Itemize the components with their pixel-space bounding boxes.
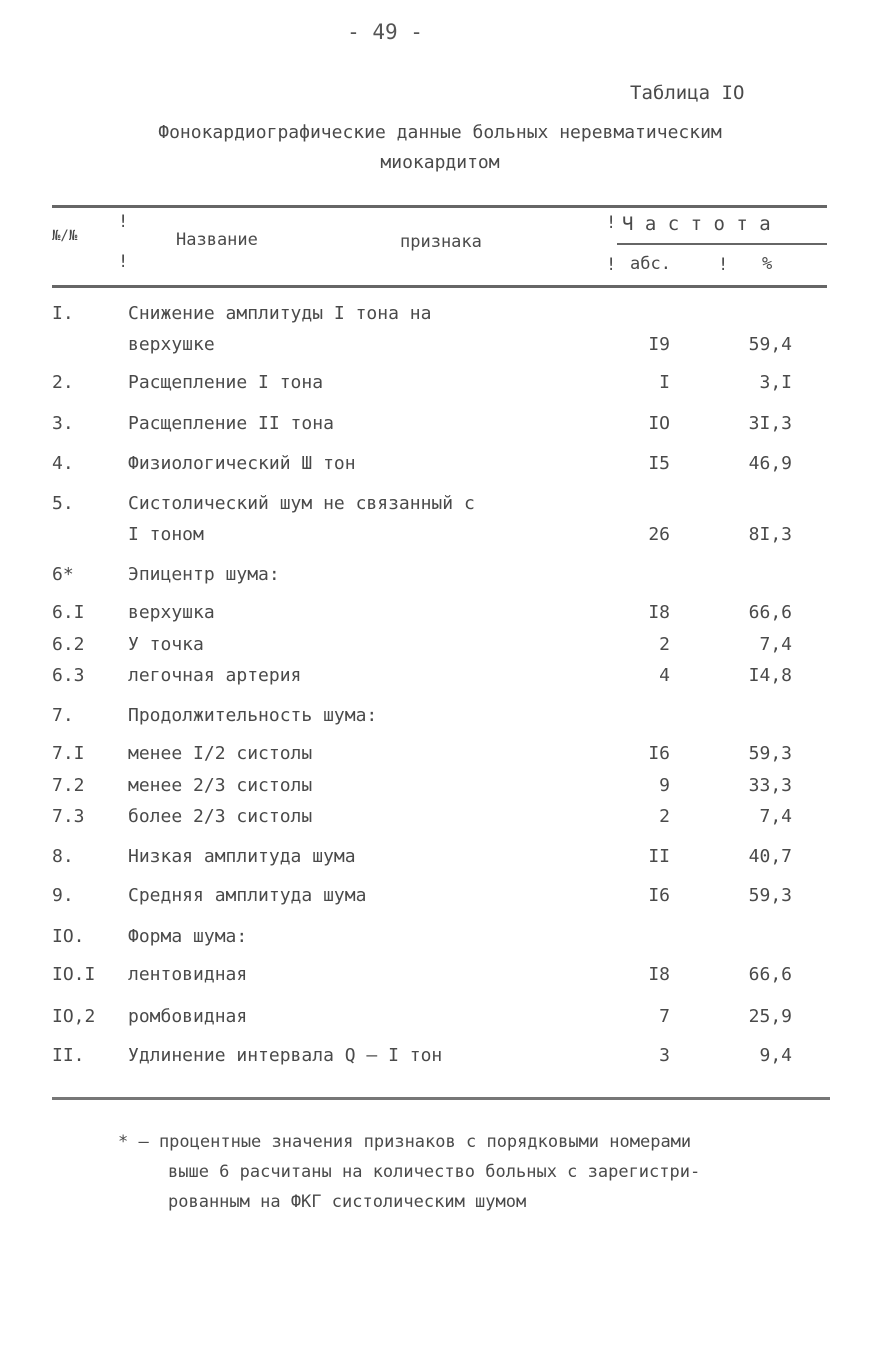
row-pct: 7,4	[759, 634, 792, 655]
row-label: Эпицентр шума:	[128, 564, 280, 585]
row-label: Низкая амплитуда шума	[128, 846, 356, 867]
row-label: Расщепление II тона	[128, 413, 334, 434]
header-col-num: №/№	[52, 228, 78, 244]
row-abs: 2	[659, 634, 670, 655]
footnote-line-3: рованным на ФКГ систолическим шумом	[168, 1192, 527, 1212]
row-abs: IO	[648, 413, 670, 434]
row-abs: II	[648, 846, 670, 867]
row-num: 6.3	[52, 665, 85, 686]
row-abs: 2	[659, 806, 670, 827]
row-label-cont: верхушке	[128, 334, 215, 355]
row-num: 7.3	[52, 806, 85, 827]
row-num: IO.	[52, 926, 85, 947]
row-abs: I8	[648, 602, 670, 623]
header-mid-rule	[617, 243, 827, 245]
row-abs: I9	[648, 334, 670, 355]
header-separator: !	[606, 255, 617, 275]
row-num: I.	[52, 303, 74, 324]
row-label: лентовидная	[128, 964, 248, 985]
row-num: 6*	[52, 564, 74, 585]
header-separator: !	[118, 212, 129, 232]
row-num: 4.	[52, 453, 74, 474]
header-col-pct: %	[762, 254, 773, 274]
footnote-line-2: выше 6 расчитаны на количество больных с зарегистри-	[168, 1162, 701, 1182]
row-label: легочная артерия	[128, 665, 302, 686]
row-num: 2.	[52, 372, 74, 393]
row-abs: I6	[648, 885, 670, 906]
row-abs: 7	[659, 1006, 670, 1027]
row-pct: 59,4	[748, 334, 792, 355]
row-num: IO.I	[52, 964, 96, 985]
row-num: 7.2	[52, 775, 85, 796]
row-pct: 25,9	[748, 1006, 792, 1027]
row-abs: 9	[659, 775, 670, 796]
row-pct: 8I,3	[748, 524, 792, 545]
footnote-line-1: * – процентные значения признаков с порядковыми номерами	[118, 1132, 692, 1152]
row-num: 5.	[52, 493, 74, 514]
table-bottom-rule	[52, 1097, 830, 1100]
row-abs: I	[659, 372, 670, 393]
row-label: Расщепление I тона	[128, 372, 324, 393]
row-pct: 7,4	[759, 806, 792, 827]
row-abs: 3	[659, 1045, 670, 1066]
row-label: Удлинение интервала Q – I тон	[128, 1045, 443, 1066]
row-pct: 66,6	[748, 602, 792, 623]
row-abs: I8	[648, 964, 670, 985]
row-label-cont: I тоном	[128, 524, 204, 545]
row-abs: I5	[648, 453, 670, 474]
header-col-abs: абс.	[630, 254, 671, 274]
row-pct: 59,3	[748, 885, 792, 906]
row-label: более 2/3 систолы	[128, 806, 313, 827]
header-separator: !	[118, 252, 129, 272]
row-label: менее I/2 систолы	[128, 743, 313, 764]
row-num: IO,2	[52, 1006, 96, 1027]
row-label: Средняя амплитуда шума	[128, 885, 367, 906]
row-num: II.	[52, 1045, 85, 1066]
row-pct: 33,3	[748, 775, 792, 796]
row-pct: 46,9	[748, 453, 792, 474]
table-title-line-1: Фонокардиографические данные больных неревматическим	[158, 122, 722, 143]
row-label: Продолжительность шума:	[128, 705, 378, 726]
row-num: 6.2	[52, 634, 85, 655]
row-pct: 40,7	[748, 846, 792, 867]
row-pct: 3I,3	[748, 413, 792, 434]
row-abs: 26	[648, 524, 670, 545]
row-label: Физиологический Ш тон	[128, 453, 356, 474]
row-abs: 4	[659, 665, 670, 686]
row-label: У точка	[128, 634, 204, 655]
row-pct: 59,3	[748, 743, 792, 764]
page-number: - 49 -	[347, 20, 423, 44]
header-frequency: Ч а с т о т а	[622, 213, 771, 235]
row-label: менее 2/3 систолы	[128, 775, 313, 796]
row-pct: 9,4	[759, 1045, 792, 1066]
row-pct: 3,I	[759, 372, 792, 393]
row-num: 7.	[52, 705, 74, 726]
table-top-rule	[52, 205, 827, 208]
row-num: 9.	[52, 885, 74, 906]
header-separator: !	[606, 213, 617, 233]
row-num: 3.	[52, 413, 74, 434]
row-abs: I6	[648, 743, 670, 764]
row-label: ромбовидная	[128, 1006, 248, 1027]
header-bottom-rule	[52, 285, 827, 288]
header-col-name-2: признака	[400, 232, 482, 252]
row-num: 6.I	[52, 602, 85, 623]
table-title-line-2: миокардитом	[380, 152, 500, 173]
header-col-name: Название	[176, 230, 258, 250]
row-label: Форма шума:	[128, 926, 248, 947]
row-pct: I4,8	[748, 665, 792, 686]
table-label: Таблица IO	[630, 82, 745, 104]
row-pct: 66,6	[748, 964, 792, 985]
row-num: 7.I	[52, 743, 85, 764]
row-label: верхушка	[128, 602, 215, 623]
row-num: 8.	[52, 846, 74, 867]
row-label: Систолический шум не связанный с	[128, 493, 475, 514]
header-separator: !	[718, 255, 729, 275]
row-label: Снижение амплитуды I тона на	[128, 303, 432, 324]
